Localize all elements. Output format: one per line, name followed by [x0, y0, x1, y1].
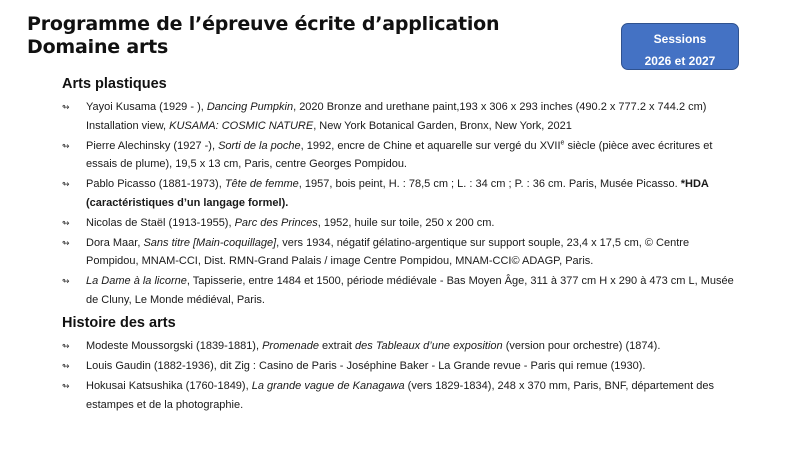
curved-arrow-bullet-icon: ↬ [62, 382, 70, 392]
work-title: Sorti de la poche [218, 139, 301, 152]
sessions-badge-line-1: Sessions [653, 32, 707, 46]
curved-arrow-bullet-icon: ↬ [62, 218, 70, 229]
arts-plastiques-list [62, 98, 742, 309]
century-superscript: e [560, 138, 565, 146]
section-heading-histoire-des-arts: Histoire des arts [62, 315, 176, 331]
curved-arrow-bullet-icon: ↬ [62, 180, 70, 190]
exhibition-title: KUSAMA: COSMIC NATURE [169, 119, 314, 132]
curved-arrow-bullet-icon: ↬ [62, 362, 70, 372]
list-item: ↬ Yayoi Kusama (1929 - ), Dancing Pumpkin, 2020 Bronze and urethane paint,193 x 306 x 293 inches (490.2 x 777.2 x 744.2 cm) Installation view, KUSAMA: COSMIC NATURE, New York Botanical Garden, Bronx, New York, 2021 [62, 101, 707, 132]
curved-arrow-bullet-icon: ↬ [62, 238, 70, 249]
list-item: ↬ Louis Gaudin (1882-1936), dit Zig : Casino de Paris - Joséphine Baker - La Grande revue - Paris qui remue (1930). [62, 357, 742, 376]
curved-arrow-bullet-icon: ↬ [62, 277, 70, 287]
curved-arrow-bullet-icon: ↬ [62, 141, 70, 152]
list-item: ↬ Pierre Alechinsky (1927 -), Sorti de la poche, 1992, encre de Chine et aquarelle sur vergé du XVIIe siècle (pièce avec écritures et essais de plume), 19,5 x 13 cm, Paris, centre Georges Pompidou. [62, 138, 713, 170]
work-title: Promenade [262, 340, 319, 352]
page-title-line-1: Programme de l’épreuve écrite d’application [27, 13, 500, 35]
work-title: Sans titre [Main-coquillage] [143, 236, 277, 249]
sessions-badge-line-2: 2026 et 2027 [644, 54, 716, 68]
list-item: ↬ Nicolas de Staël (1913-1955), Parc des Princes, 1952, huile sur toile, 250 x 200 cm. [62, 214, 742, 233]
list-item: ↬ Pablo Picasso (1881-1973), Tête de femme, 1957, bois peint, H. : 78,5 cm ; L. : 34 cm ; P. : 36 cm. Paris, Musée Picasso. *HDA (caractéristiques d’un langage formel). [62, 178, 709, 209]
histoire-des-arts-list [62, 337, 742, 414]
list-item: ↬ Modeste Moussorgski (1839-1881), Promenade extrait des Tableaux d’une exposition (version pour orchestre) (1874). [62, 337, 742, 356]
page-title [27, 13, 499, 59]
work-title: La Dame à la licorne [86, 275, 187, 287]
work-title: Parc des Princes [234, 216, 318, 229]
work-title: Tête de femme [224, 178, 299, 190]
hda-note: *HDA (caractéristiques d’un langage formel). [86, 178, 709, 209]
content-body [62, 74, 742, 416]
curved-arrow-bullet-icon: ↬ [62, 103, 70, 113]
page-title-line-2: Domaine arts [27, 36, 169, 58]
list-item: ↬ La Dame à la licorne, Tapisserie, entre 1484 et 1500, période médiévale - Bas Moyen Âge, 311 à 377 cm H x 290 à 473 cm L, Musée de Cluny, Le Monde médiéval, Paris. [62, 275, 734, 306]
section-heading-arts-plastiques: Arts plastiques [62, 76, 167, 92]
work-title: La grande vague de Kanagawa [251, 380, 405, 392]
list-item: ↬ Hokusai Katsushika (1760-1849), La grande vague de Kanagawa (vers 1829-1834), 248 x 370 mm, Paris, BNF, département des estampes et de la photographie. [62, 380, 714, 411]
curved-arrow-bullet-icon: ↬ [62, 342, 70, 352]
work-title: Dancing Pumpkin [206, 101, 294, 113]
list-item: ↬ Dora Maar, Sans titre [Main-coquillage], vers 1934, négatif gélatino-argentique sur support souple, 23,4 x 17,5 cm, © Centre Pompidou, MNAM-CCI, Dist. RMN-Grand Palais / image Centre Pompidou, MNAM-CCI© ADAGP, Paris. [62, 236, 690, 267]
sessions-badge [621, 23, 739, 70]
work-title: des Tableaux d’une exposition [355, 340, 503, 352]
